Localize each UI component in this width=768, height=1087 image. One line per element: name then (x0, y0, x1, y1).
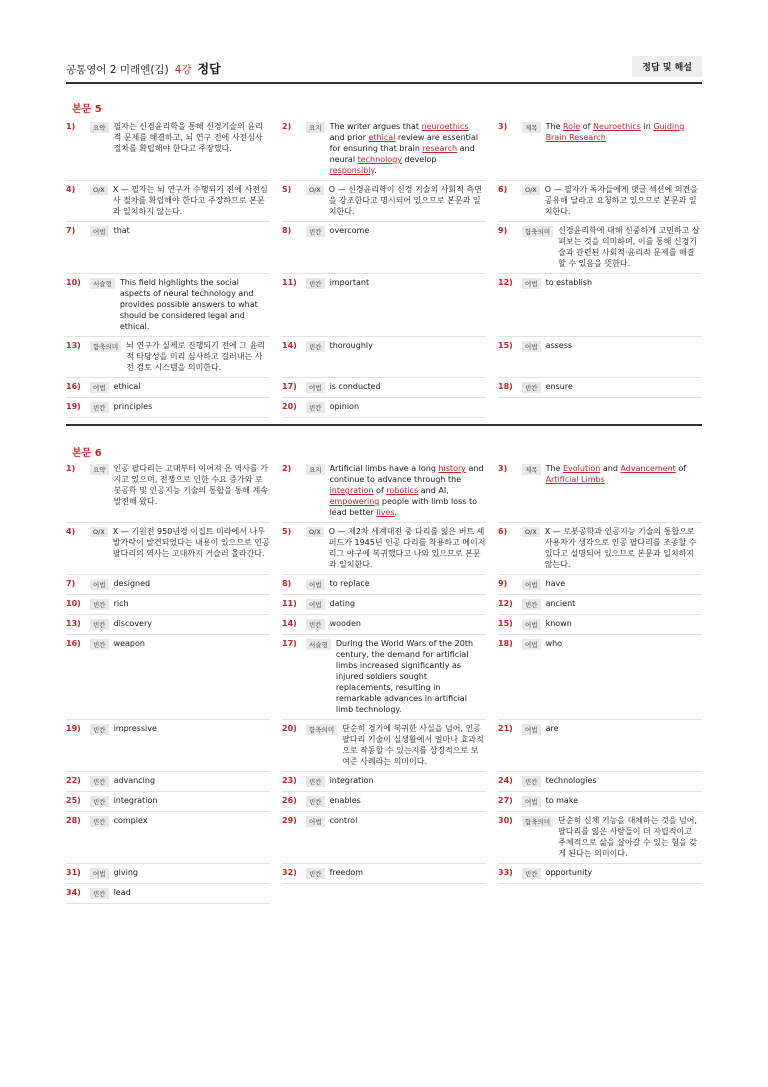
question-type-badge: 어법 (522, 278, 541, 289)
item-number: 9) (498, 579, 508, 588)
question-type-badge: 빈칸 (522, 382, 541, 393)
question-type-badge: 빈칸 (306, 796, 325, 807)
item-number: 29) (282, 816, 297, 825)
question-type-badge: 빈칸 (90, 816, 109, 827)
answer-item (66, 337, 270, 378)
section-divider (66, 424, 702, 426)
question-type-badge: 빈칸 (306, 619, 325, 630)
item-number: 16) (66, 639, 81, 648)
answer-item (282, 181, 486, 222)
question-type-badge: O/X (90, 527, 108, 537)
section-title-5: 본문 5 (72, 104, 102, 115)
item-number: 2) (282, 122, 292, 131)
question-type-badge: 요약 (90, 464, 109, 475)
item-number: 31) (66, 868, 81, 877)
answer-row (66, 884, 702, 904)
answer-text: opportunity (545, 868, 593, 877)
question-type-badge: O/X (522, 185, 540, 195)
answer-item (498, 615, 702, 635)
answer-text: complex (113, 816, 148, 825)
answer-grid-6 (66, 460, 702, 904)
answer-item (498, 337, 702, 378)
answer-text: Artificial limbs have a long history and continue to advance through the integration of robotics and AI, empowering people with limb loss to lead better lives. (329, 464, 484, 517)
answer-text: dating (329, 599, 356, 608)
answer-item (282, 575, 486, 595)
answer-text: O — 제2차 세계대전 중 다리를 잃은 버트 셰퍼드가 1945년 인공 다리를 착용하고 메이저리그 야구에 복귀했다고 나와 있으므로 본문과 일치한다. (328, 527, 486, 569)
question-type-badge: 어법 (522, 796, 541, 807)
answer-item (66, 523, 270, 575)
answer-item (282, 118, 486, 181)
answer-text: ensure (545, 382, 573, 391)
question-type-badge: 빈칸 (522, 599, 541, 610)
answer-text: freedom (329, 868, 364, 877)
question-type-badge: 어법 (90, 868, 109, 879)
answer-text: technologies (545, 776, 597, 785)
answer-row (66, 772, 702, 792)
answer-label: 정답 (197, 62, 221, 76)
answer-item (498, 378, 702, 398)
answer-item (66, 772, 270, 792)
item-number: 21) (498, 724, 513, 733)
answer-text: ethical (113, 382, 141, 391)
answer-item (282, 460, 486, 523)
answer-text: X — 로봇공학과 인공지능 기술의 통합으로 사용자가 생각으로 인공 팔다리를 조종할 수 있다고 설명되어 있으므로 본문과 일치하지 않는다. (544, 527, 697, 569)
answer-row (66, 792, 702, 812)
item-number: 1) (66, 122, 76, 131)
answer-item (66, 635, 270, 720)
answer-row (66, 812, 702, 864)
answer-text: impressive (113, 724, 157, 733)
answer-item (498, 812, 702, 864)
answer-item (66, 222, 270, 274)
question-type-badge: 요약 (90, 122, 109, 133)
question-type-badge: 빈칸 (306, 341, 325, 352)
answer-text: The Role of Neuroethics in Guiding Brain Research (545, 122, 685, 142)
item-number: 2) (282, 464, 292, 473)
answer-item (498, 635, 702, 720)
item-number: 9) (498, 226, 508, 235)
answer-row (66, 222, 702, 274)
question-type-badge: 어법 (306, 599, 325, 610)
item-number: 8) (282, 226, 292, 235)
answer-row (66, 615, 702, 635)
answer-row (66, 575, 702, 595)
item-number: 6) (498, 527, 508, 536)
answer-item (498, 523, 702, 575)
question-type-badge: O/X (90, 185, 108, 195)
answer-text: assess (545, 341, 573, 350)
item-number: 27) (498, 796, 513, 805)
answer-text: 뇌 연구가 실제로 진행되기 전에 그 윤리적 타당성을 미리 심사하고 걸러내는 사전 검토 시스템을 의미한다. (126, 341, 266, 372)
question-type-badge: 어법 (522, 579, 541, 590)
answer-item (498, 460, 702, 523)
question-type-badge: 제목 (522, 122, 541, 133)
answer-item (66, 720, 270, 772)
question-type-badge: 함축의미 (306, 724, 337, 735)
answer-text: giving (113, 868, 138, 877)
question-type-badge: 요지 (306, 464, 325, 475)
item-number: 17) (282, 639, 297, 648)
answer-text: advancing (113, 776, 156, 785)
answer-text: The writer argues that neuroethics and prior ethical review are essential for ensuring that brain research and neural technology develop responsibly. (329, 122, 479, 175)
question-type-badge: 서술형 (306, 639, 331, 650)
answer-item (498, 595, 702, 615)
answer-text: This field highlights the social aspects of neural technology and provides possible answers to what should be considered legal and ethical. (119, 278, 258, 331)
answer-item (66, 792, 270, 812)
question-type-badge: 빈칸 (522, 776, 541, 787)
answer-grid-5 (66, 118, 702, 418)
item-number: 19) (66, 402, 81, 411)
question-type-badge: 어법 (306, 382, 325, 393)
empty-cell (282, 884, 486, 904)
answer-text: overcome (329, 226, 370, 235)
item-number: 22) (66, 776, 81, 785)
question-type-badge: O/X (522, 527, 540, 537)
answer-text: weapon (113, 639, 145, 648)
book-title: 공통영어 2 미래엔(김) (66, 64, 169, 76)
answer-text: 필자는 신경윤리학을 통해 신경기술의 윤리적 문제를 해결하고, 뇌 연구 전에 사전심사 절차를 확립해야 한다고 주장했다. (113, 122, 263, 153)
answer-row (66, 337, 702, 378)
question-type-badge: 어법 (90, 579, 109, 590)
answer-text: control (329, 816, 358, 825)
answer-row (66, 720, 702, 772)
answer-row (66, 274, 702, 337)
answer-text: 단순히 경기에 복귀한 사실을 넘어, 인공 팔다리 기술이 실생활에서 얼마나 효과적으로 작동할 수 있는지를 상징적으로 보여준 사례라는 의미이다. (342, 724, 484, 766)
answer-item (498, 181, 702, 222)
question-type-badge: 빈칸 (306, 402, 325, 413)
answer-row (66, 181, 702, 222)
answer-text: rich (113, 599, 129, 608)
answer-text: During the World Wars of the 20th century, the demand for artificial limbs increased significantly as injured soldiers sought replacements, resulting in remarkable advances in artificial limb technology. (335, 639, 474, 714)
answer-text: are (545, 724, 559, 733)
item-number: 12) (498, 599, 513, 608)
question-type-badge: 빈칸 (90, 796, 109, 807)
item-number: 5) (282, 527, 292, 536)
item-number: 19) (66, 724, 81, 733)
answer-item (282, 378, 486, 398)
item-number: 3) (498, 464, 508, 473)
answer-row (66, 864, 702, 884)
answer-text: that (113, 226, 130, 235)
answer-row (66, 460, 702, 523)
answer-text: X — 필자는 뇌 연구가 수행되기 전에 사전심사 절차를 확립해야 한다고 주장하므로 본문과 일치하지 않는다. (112, 185, 268, 216)
answer-text: have (545, 579, 566, 588)
item-number: 14) (282, 341, 297, 350)
item-number: 15) (498, 619, 513, 628)
answer-text: ancient (545, 599, 576, 608)
item-number: 13) (66, 341, 81, 350)
item-number: 20) (282, 724, 297, 733)
answer-text: to establish (545, 278, 593, 287)
question-type-badge: 빈칸 (90, 724, 109, 735)
question-type-badge: O/X (306, 527, 324, 537)
question-type-badge: 빈칸 (306, 278, 325, 289)
answer-item (282, 792, 486, 812)
answer-text: discovery (113, 619, 153, 628)
item-number: 25) (66, 796, 81, 805)
answer-row (66, 378, 702, 398)
question-type-badge: 어법 (522, 619, 541, 630)
answer-item (282, 595, 486, 615)
answer-item (66, 615, 270, 635)
item-number: 4) (66, 185, 76, 194)
answer-item (282, 615, 486, 635)
answer-text: thoroughly (329, 341, 373, 350)
answer-text: is conducted (329, 382, 381, 391)
answer-item (282, 772, 486, 792)
answer-text: important (329, 278, 370, 287)
answer-text: principles (113, 402, 153, 411)
item-number: 6) (498, 185, 508, 194)
answer-item (498, 575, 702, 595)
question-type-badge: 제목 (522, 464, 541, 475)
answer-text: enables (329, 796, 361, 805)
item-number: 28) (66, 816, 81, 825)
item-number: 11) (282, 278, 297, 287)
answer-item (498, 274, 702, 337)
answer-text: to make (545, 796, 579, 805)
answer-item (66, 884, 270, 904)
item-number: 7) (66, 579, 76, 588)
answer-item (282, 864, 486, 884)
question-type-badge: 빈칸 (90, 888, 109, 899)
answer-item (498, 118, 702, 181)
item-number: 17) (282, 382, 297, 391)
item-number: 4) (66, 527, 76, 536)
question-type-badge: 빈칸 (90, 776, 109, 787)
item-number: 1) (66, 464, 76, 473)
question-type-badge: 어법 (306, 816, 325, 827)
answer-item (66, 181, 270, 222)
question-type-badge: 빈칸 (90, 599, 109, 610)
item-number: 33) (498, 868, 513, 877)
answer-text: X — 기원전 950년경 이집트 미라에서 나무 발가락이 발견되었다는 내용이 있으므로 인공 팔다리의 역사는 고대까지 거슬러 올라간다. (112, 527, 270, 558)
answer-item (66, 595, 270, 615)
item-number: 26) (282, 796, 297, 805)
answer-text: The Evolution and Advancement of Artificial Limbs (545, 464, 687, 484)
question-type-badge: O/X (306, 185, 324, 195)
answer-text: integration (329, 776, 374, 785)
answer-text: known (545, 619, 572, 628)
answer-text: 신경윤리학에 대해 신중하게 고민하고 살펴보는 것을 의미하며, 이를 통해 신경기술과 관련된 사회적·윤리적 문제를 해결할 수 있음을 뜻한다. (558, 226, 700, 268)
question-type-badge: 어법 (522, 639, 541, 650)
item-number: 34) (66, 888, 81, 897)
answer-item (66, 378, 270, 398)
answer-item (282, 812, 486, 864)
answer-item (66, 274, 270, 337)
question-type-badge: 어법 (90, 226, 109, 237)
answer-item (66, 460, 270, 523)
item-number: 10) (66, 599, 81, 608)
item-number: 16) (66, 382, 81, 391)
section-title-6: 본문 6 (72, 448, 102, 459)
answers-explanations-button[interactable]: 정답 및 해설 (632, 56, 702, 77)
answer-text: designed (113, 579, 151, 588)
answer-row (66, 398, 702, 418)
question-type-badge: 요지 (306, 122, 325, 133)
item-number: 5) (282, 185, 292, 194)
answer-text: to replace (329, 579, 370, 588)
question-type-badge: 어법 (90, 382, 109, 393)
question-type-badge: 서술형 (90, 278, 115, 289)
question-type-badge: 빈칸 (90, 402, 109, 413)
question-type-badge: 빈칸 (306, 226, 325, 237)
answer-text: wooden (329, 619, 361, 628)
item-number: 14) (282, 619, 297, 628)
item-number: 11) (282, 599, 297, 608)
answer-item (66, 118, 270, 181)
answer-row (66, 635, 702, 720)
item-number: 32) (282, 868, 297, 877)
answer-text: O — 필자가 독자들에게 댓글 섹션에 의견을 공유해 달라고 요청하고 있으므로 본문과 일치한다. (544, 185, 698, 216)
answer-row (66, 118, 702, 181)
answer-text: opinion (329, 402, 360, 411)
item-number: 12) (498, 278, 513, 287)
answer-item (498, 792, 702, 812)
lesson-number: 4강 (174, 64, 192, 76)
answer-text: integration (113, 796, 158, 805)
question-type-badge: 빈칸 (306, 868, 325, 879)
question-type-badge: 빈칸 (90, 639, 109, 650)
question-type-badge: 어법 (522, 341, 541, 352)
answer-item (282, 635, 486, 720)
answer-text: 단순히 신체 기능을 대체하는 것을 넘어, 팔다리를 잃은 사람들이 더 자립적이고 주체적으로 삶을 살아갈 수 있는 힘을 갖게 된다는 의미이다. (558, 816, 698, 858)
answer-item (282, 720, 486, 772)
item-number: 7) (66, 226, 76, 235)
item-number: 8) (282, 579, 292, 588)
item-number: 18) (498, 639, 513, 648)
answer-item (66, 575, 270, 595)
item-number: 3) (498, 122, 508, 131)
question-type-badge: 어법 (522, 724, 541, 735)
item-number: 20) (282, 402, 297, 411)
answer-item (282, 398, 486, 418)
answer-item (498, 720, 702, 772)
answer-text: lead (113, 888, 131, 897)
answer-text: O — 신경윤리학이 신경 기술의 사회적 측면을 강조한다고 명시되어 있으므로 본문과 일치한다. (328, 185, 482, 216)
answer-item (66, 398, 270, 418)
answer-text: who (545, 639, 563, 648)
answer-item (498, 864, 702, 884)
answer-row (66, 595, 702, 615)
item-number: 13) (66, 619, 81, 628)
answer-text: 인공 팔다리는 고대부터 이어져 온 역사를 가지고 있으며, 전쟁으로 인한 수요 증가와 로봇공학 및 인공지능 기술의 통합을 통해 계속 발전해 왔다. (113, 464, 268, 506)
question-type-badge: 빈칸 (90, 619, 109, 630)
item-number: 15) (498, 341, 513, 350)
answer-item (282, 523, 486, 575)
answer-item (282, 337, 486, 378)
answer-row (66, 523, 702, 575)
answer-item (498, 772, 702, 792)
item-number: 23) (282, 776, 297, 785)
item-number: 30) (498, 816, 513, 825)
answer-item (66, 812, 270, 864)
empty-cell (498, 884, 702, 904)
answer-item (66, 864, 270, 884)
answer-item (282, 222, 486, 274)
question-type-badge: 함축의미 (522, 816, 553, 827)
answer-item (498, 222, 702, 274)
question-type-badge: 함축의미 (90, 341, 121, 352)
item-number: 24) (498, 776, 513, 785)
header-divider (66, 82, 702, 84)
answer-item (282, 274, 486, 337)
empty-cell (498, 398, 702, 418)
question-type-badge: 빈칸 (306, 776, 325, 787)
question-type-badge: 빈칸 (522, 868, 541, 879)
item-number: 10) (66, 278, 81, 287)
question-type-badge: 어법 (306, 579, 325, 590)
question-type-badge: 함축의미 (522, 226, 553, 237)
item-number: 18) (498, 382, 513, 391)
page-header (66, 56, 702, 80)
page-title (66, 60, 221, 77)
